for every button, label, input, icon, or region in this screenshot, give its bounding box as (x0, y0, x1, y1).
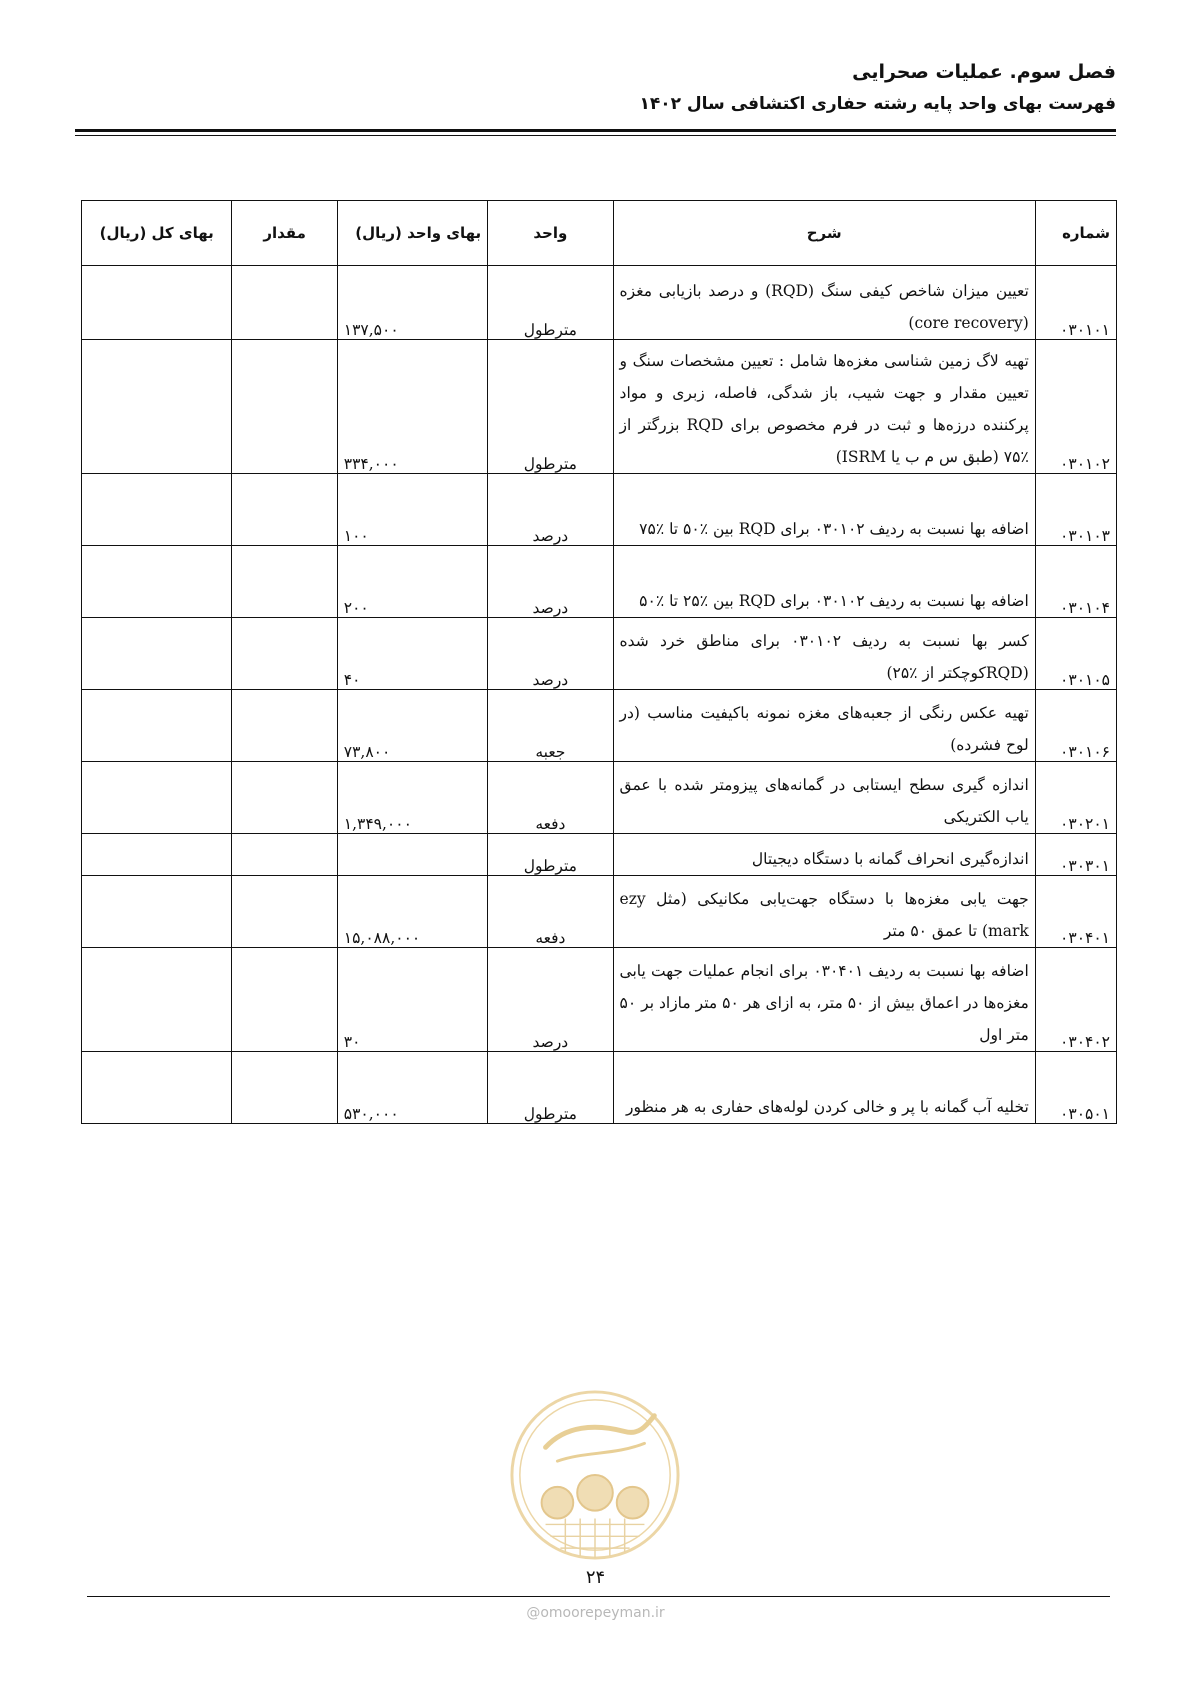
item-total-price (82, 948, 232, 1052)
item-total-price (82, 474, 232, 546)
item-description: تخلیه آب گمانه با پر و خالی کردن لوله‌های حفاری به هر منظور (613, 1052, 1035, 1124)
item-unit-price: ۳۳۴,۰۰۰ (337, 340, 487, 474)
table-body (82, 266, 1117, 1124)
header-total-price: بهای کل (ریال) (82, 201, 232, 266)
item-description: تهیه عکس رنگی از جعبه‌های مغزه نمونه باکیفیت مناسب (در لوح فشرده) (613, 690, 1035, 762)
table-row (82, 1052, 1117, 1124)
item-description: تهیه لاگ زمین شناسی مغزه‌ها شامل : تعیین مشخصات سنگ و تعیین مقدار و جهت شیب، باز شدگی، فاصله، زبری و مواد پرکننده درزه‌ها و ثبت در فرم مخصوص برای RQD بزرگتر از ٪۷۵ (طبق س م ب یا ISRM) (613, 340, 1035, 474)
website-watermark: @omoorepeyman.ir (526, 1605, 665, 1621)
table-header-row (82, 201, 1117, 266)
header-description: شرح (613, 201, 1035, 266)
item-unit-price: ۱۵,۰۸۸,۰۰۰ (337, 876, 487, 948)
item-quantity (232, 834, 337, 876)
item-unit: درصد (488, 618, 613, 690)
item-description: جهت یابی مغزه‌ها با دستگاه جهت‌یابی مکانیکی (مثل ezy mark) تا عمق ۵۰ متر (613, 876, 1035, 948)
item-number: ۰۳۰۱۰۱ (1035, 266, 1116, 340)
item-number: ۰۳۰۱۰۵ (1035, 618, 1116, 690)
item-number: ۰۳۰۱۰۳ (1035, 474, 1116, 546)
item-quantity (232, 948, 337, 1052)
table-row (82, 266, 1117, 340)
item-total-price (82, 834, 232, 876)
item-description: اضافه بها نسبت به ردیف ۰۳۰۱۰۲ برای RQD بین ٪۲۵ تا ٪۵۰ (613, 546, 1035, 618)
page-header (75, 58, 1116, 118)
item-unit-price: ۴۰ (337, 618, 487, 690)
header-unit-price: بهای واحد (ریال) (337, 201, 487, 266)
item-number: ۰۳۰۳۰۱ (1035, 834, 1116, 876)
item-unit: درصد (488, 948, 613, 1052)
item-number: ۰۳۰۱۰۴ (1035, 546, 1116, 618)
table-row (82, 340, 1117, 474)
table-row (82, 690, 1117, 762)
header-number: شماره (1035, 201, 1116, 266)
header-divider (75, 129, 1116, 132)
item-unit: مترطول (488, 340, 613, 474)
item-unit: دفعه (488, 762, 613, 834)
table-row (82, 762, 1117, 834)
item-unit: مترطول (488, 266, 613, 340)
item-total-price (82, 266, 232, 340)
item-description: اندازه‌گیری انحراف گمانه با دستگاه دیجیتال (613, 834, 1035, 876)
item-description: اندازه گیری سطح ایستابی در گمانه‌های پیزومتر شده با عمق یاب الکتریکی (613, 762, 1035, 834)
item-unit: جعبه (488, 690, 613, 762)
item-number: ۰۳۰۴۰۲ (1035, 948, 1116, 1052)
item-quantity (232, 546, 337, 618)
item-number: ۰۳۰۵۰۱ (1035, 1052, 1116, 1124)
item-total-price (82, 1052, 232, 1124)
item-quantity (232, 340, 337, 474)
item-unit: مترطول (488, 834, 613, 876)
item-quantity (232, 876, 337, 948)
item-number: ۰۳۰۲۰۱ (1035, 762, 1116, 834)
item-total-price (82, 690, 232, 762)
item-unit-price: ۷۳,۸۰۰ (337, 690, 487, 762)
table-row (82, 834, 1117, 876)
item-description: اضافه بها نسبت به ردیف ۰۳۰۴۰۱ برای انجام عملیات جهت یابی مغزه‌ها در اعماق بیش از ۵۰ متر، به ازای هر ۵۰ متر مازاد بر ۵۰ متر اول (613, 948, 1035, 1052)
header-divider-thin (75, 135, 1116, 136)
document-subtitle: فهرست بهای واحد پایه رشته حفاری اکتشافی سال ۱۴۰۲ (639, 94, 1116, 114)
omoor-peyman-logo-watermark (506, 1386, 684, 1564)
header-unit: واحد (488, 201, 613, 266)
item-unit-price (337, 834, 487, 876)
item-unit-price: ۲۰۰ (337, 546, 487, 618)
table-row (82, 948, 1117, 1052)
header-quantity: مقدار (232, 201, 337, 266)
item-number: ۰۳۰۴۰۱ (1035, 876, 1116, 948)
footer-divider (87, 1596, 1110, 1597)
chapter-title: فصل سوم. عملیات صحرایی (852, 61, 1116, 83)
item-unit-price: ۵۳۰,۰۰۰ (337, 1052, 487, 1124)
item-unit-price: ۱۰۰ (337, 474, 487, 546)
item-unit-price: ۱۳۷,۵۰۰ (337, 266, 487, 340)
table-row (82, 618, 1117, 690)
item-description: تعیین میزان شاخص کیفی سنگ (RQD) و درصد بازیابی مغزه (core recovery) (613, 266, 1035, 340)
item-description: کسر بها نسبت به ردیف ۰۳۰۱۰۲ برای مناطق خرد شده (RQDکوچکتر از ٪۲۵) (613, 618, 1035, 690)
item-unit-price: ۱,۳۴۹,۰۰۰ (337, 762, 487, 834)
item-number: ۰۳۰۱۰۲ (1035, 340, 1116, 474)
item-quantity (232, 762, 337, 834)
item-total-price (82, 618, 232, 690)
page-number: ۲۴ (585, 1567, 606, 1588)
item-quantity (232, 266, 337, 340)
item-unit: دفعه (488, 876, 613, 948)
table-row (82, 876, 1117, 948)
item-quantity (232, 618, 337, 690)
item-number: ۰۳۰۱۰۶ (1035, 690, 1116, 762)
item-total-price (82, 762, 232, 834)
item-unit: مترطول (488, 1052, 613, 1124)
item-unit: درصد (488, 546, 613, 618)
item-quantity (232, 474, 337, 546)
table-row (82, 474, 1117, 546)
price-list-table (81, 200, 1117, 1124)
item-total-price (82, 876, 232, 948)
table-row (82, 546, 1117, 618)
item-total-price (82, 340, 232, 474)
item-unit-price: ۳۰ (337, 948, 487, 1052)
item-description: اضافه بها نسبت به ردیف ۰۳۰۱۰۲ برای RQD بین ٪۵۰ تا ٪۷۵ (613, 474, 1035, 546)
item-unit: درصد (488, 474, 613, 546)
item-total-price (82, 546, 232, 618)
item-quantity (232, 1052, 337, 1124)
item-quantity (232, 690, 337, 762)
